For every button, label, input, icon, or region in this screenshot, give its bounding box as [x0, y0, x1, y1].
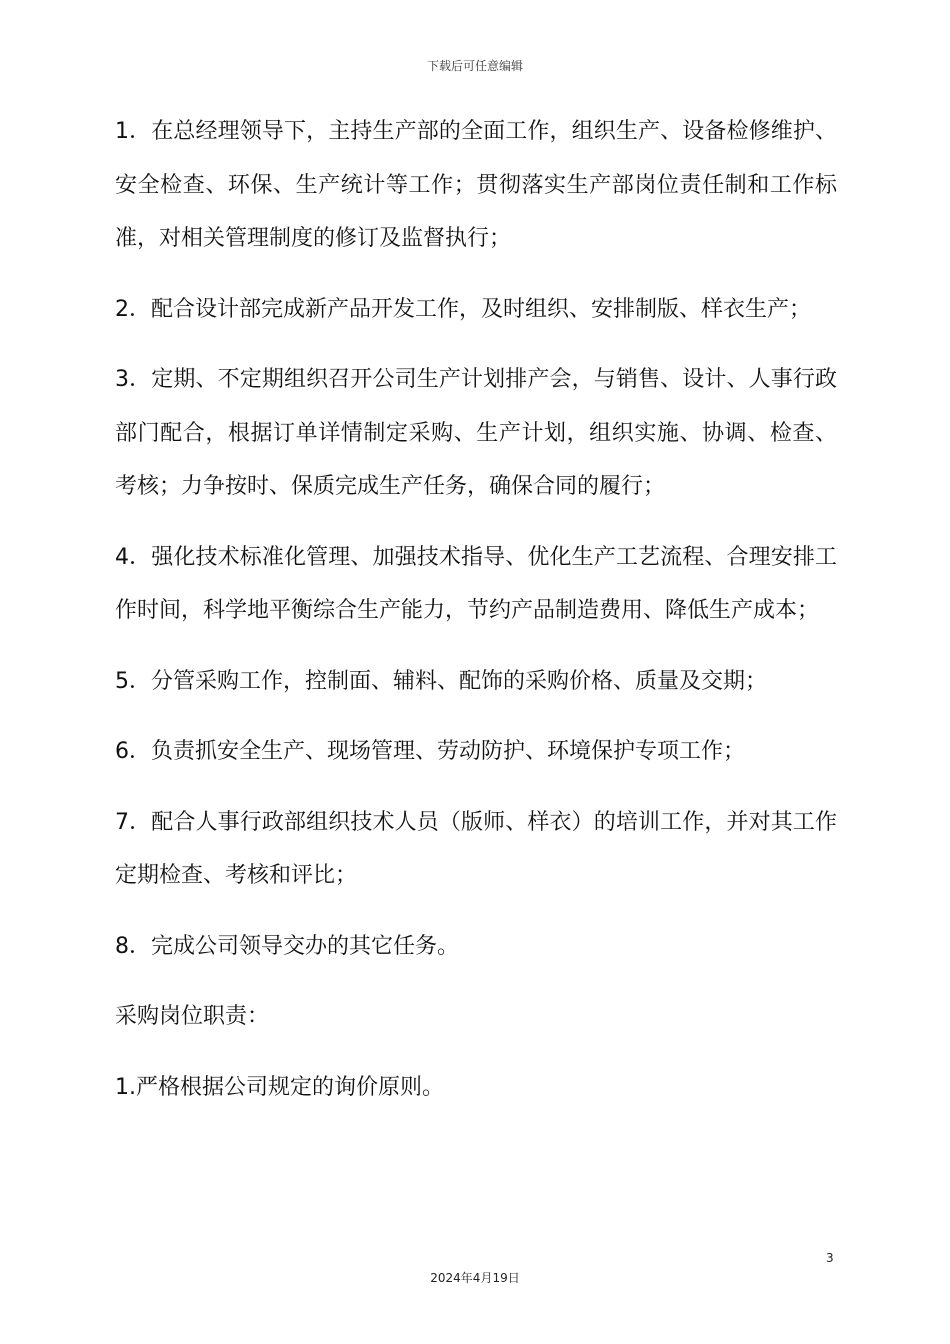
paragraph-duty-7: 7．配合人事行政部组织技术人员（版师、样衣）的培训工作，并对其工作定期检查、考核和评比；: [115, 809, 837, 888]
section-heading-purchasing: 采购岗位职责：: [115, 1004, 270, 1029]
paragraph-duty-4: 4．强化技术标准化管理、加强技术指导、优化生产工艺流程、合理安排工作时间，科学地平衡综合生产能力，节约产品制造费用、降低生产成本；: [115, 544, 837, 623]
paragraph-duty-2: 2．配合设计部完成新产品开发工作，及时组织、安排制版、样衣生产；: [115, 296, 811, 322]
paragraph-duty-3: 3．定期、不定期组织召开公司生产计划排产会，与销售、设计、人事行政部门配合，根据订单详情制定采购、生产计划，组织实施、协调、检查、考核；力争按时、保质完成生产任务，确保合同的履行；: [115, 367, 837, 499]
document-body: [115, 105, 837, 1131]
header-note: 下载后可任意编辑: [426, 59, 523, 73]
paragraph-duty-5: 5．分管采购工作，控制面、辅料、配饰的采购价格、质量及交期；: [115, 668, 767, 694]
paragraph-duty-6: 6．负责抓安全生产、现场管理、劳动防护、环境保护专项工作；: [115, 739, 745, 764]
paragraph-purchasing-1: 1.严格根据公司规定的询价原则。: [115, 1074, 444, 1100]
footer-date: 2024年4月19日: [430, 1271, 520, 1285]
paragraph-duty-8: 8．完成公司领导交办的其它任务。: [115, 933, 459, 959]
page-number: 3: [826, 1251, 834, 1265]
paragraph-duty-1: 1．在总经理领导下，主持生产部的全面工作，组织生产、设备检修维护、安全检查、环保、生产统计等工作；贯彻落实生产部岗位责任制和工作标准，对相关管理制度的修订及监督执行；: [115, 119, 837, 251]
